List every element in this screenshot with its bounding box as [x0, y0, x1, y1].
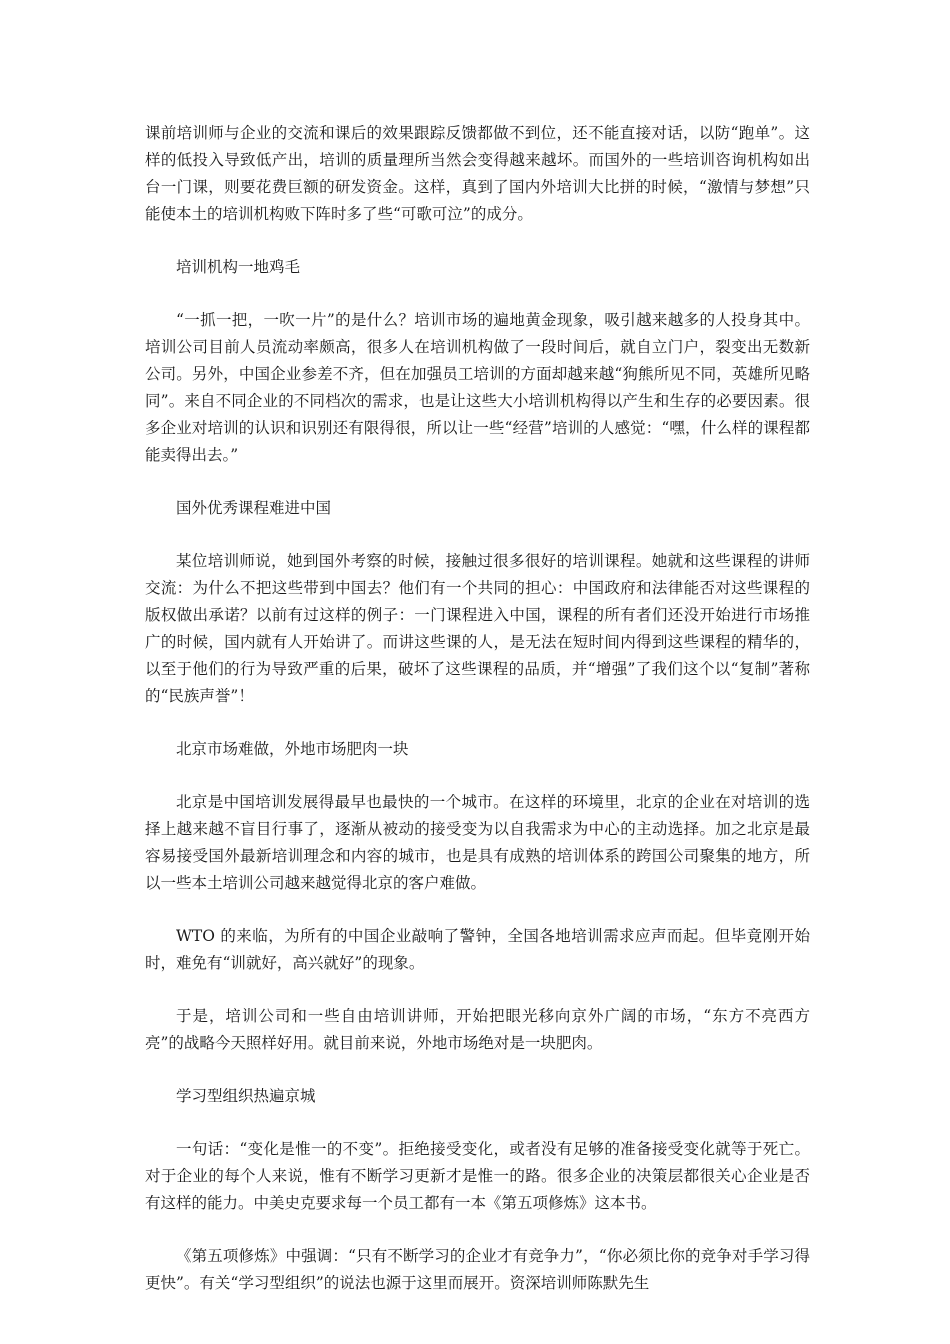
paragraph-intro: 课前培训师与企业的交流和课后的效果跟踪反馈都做不到位，还不能直接对话，以防“跑单”。这样的低投入导致低产出，培训的质量理所当然会变得越来越坏。而国外的一些培训咨询机构如出台一门课，则要花费巨额的研发资金。这样，真到了国内外培训大比拼的时候，“激情与梦想”只能使本土的培训机构败下阵时多了些“可歌可泣”的成分。: [145, 124, 810, 223]
paragraph-outer-market: 于是，培训公司和一些自由培训讲师，开始把眼光移向京外广阔的市场，“东方不亮西方亮”的战略今天照样好用。就目前来说，外地市场绝对是一块肥肉。: [145, 1007, 810, 1052]
paragraph-training-chaos: “一抓一把，一吹一片”的是什么？培训市场的遍地黄金现象，吸引越来越多的人投身其中。培训公司目前人员流动率颇高，很多人在培训机构做了一段时间后，就自立门户，裂变出无数新公司。另外，中国企业参差不齐，但在加强员工培训的方面却越来越“狗熊所见不同，英雄所见略同”。来自不同企业的不同档次的需求，也是让这些大小培训机构得以产生和生存的必要因素。很多企业对培训的认识和识别还有限得很，所以让一些“经营”培训的人感觉：“嘿，什么样的课程都能卖得出去。”: [145, 311, 810, 464]
section-heading-beijing-market: 北京市场难做，外地市场肥肉一块: [176, 740, 409, 758]
section-heading-learning-org: 学习型组织热遍京城: [176, 1087, 316, 1105]
paragraph-fifth-discipline: 《第五项修炼》中强调：“只有不断学习的企业才有竞争力”，“你必须比你的竞争对手学习得更快”。有关“学习型组织”的说法也源于这里而展开。资深培训师陈默先生: [145, 1247, 810, 1292]
paragraph-wto: WTO 的来临，为所有的中国企业敲响了警钟，全国各地培训需求应声而起。但毕竟刚开始时，难免有“训就好，高兴就好”的现象。: [145, 927, 810, 972]
section-heading-training-chaos: 培训机构一地鸡毛: [176, 258, 301, 276]
document-page: [145, 120, 810, 1323]
paragraph-foreign-courses: 某位培训师说，她到国外考察的时候，接触过很多很好的培训课程。她就和这些课程的讲师交流：为什么不把这些带到中国去？他们有一个共同的担心：中国政府和法律能否对这些课程的版权做出承诺？以前有过这样的例子：一门课程进入中国，课程的所有者们还没开始进行市场推广的时候，国内就有人开始讲了。而讲这些课的人，是无法在短时间内得到这些课程的精华的，以至于他们的行为导致严重的后果，破坏了这些课程的品质，并“增强”了我们这个以“复制”著称的“民族声誉”！: [145, 552, 810, 705]
paragraph-beijing-market: 北京是中国培训发展得最早也最快的一个城市。在这样的环境里，北京的企业在对培训的选择上越来越不盲目行事了，逐渐从被动的接受变为以自我需求为中心的主动选择。加之北京是最容易接受国外最新培训理念和内容的城市，也是具有成熟的培训体系的跨国公司聚集的地方，所以一些本土培训公司越来越觉得北京的客户难做。: [145, 793, 810, 892]
paragraph-change: 一句话：“变化是惟一的不变”。拒绝接受变化，或者没有足够的准备接受变化就等于死亡。对于企业的每个人来说，惟有不断学习更新才是惟一的路。很多企业的决策层都很关心企业是否有这样的能力。中美史克要求每一个员工都有一本《第五项修炼》这本书。: [145, 1140, 810, 1212]
section-heading-foreign-courses: 国外优秀课程难进中国: [176, 499, 332, 517]
